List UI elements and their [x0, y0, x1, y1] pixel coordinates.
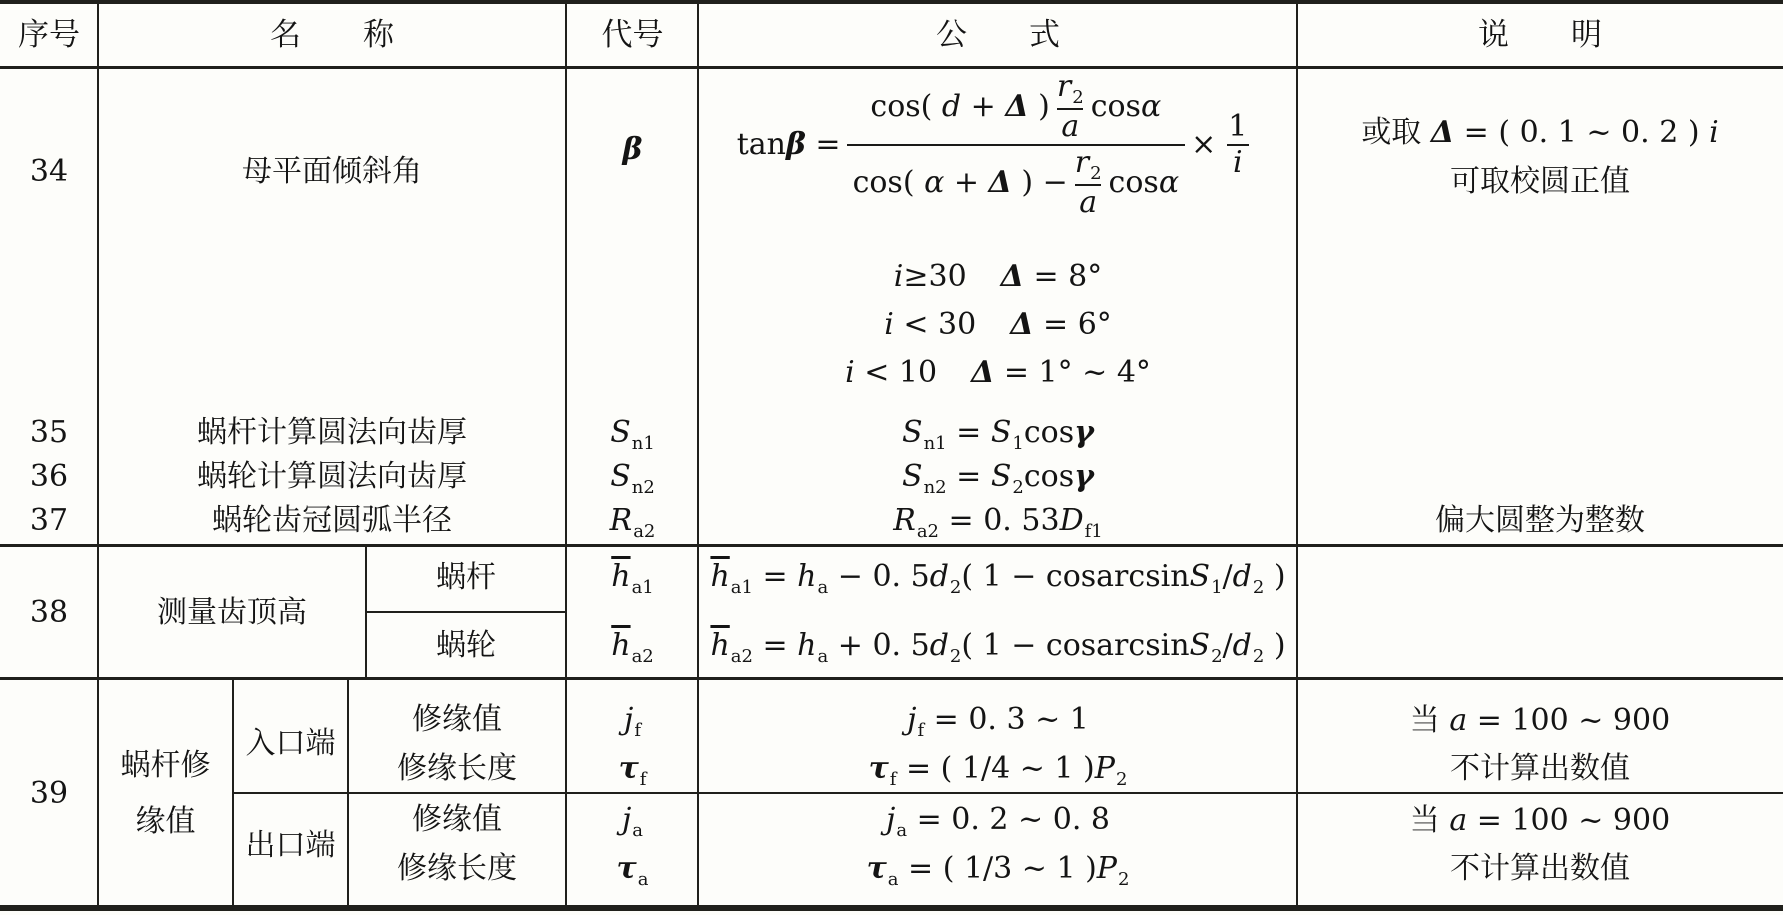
- row34-denominator-pre: cos( α + Δ ) −: [852, 164, 1068, 200]
- header-col-name: 名 称: [270, 17, 394, 53]
- row39-outlet-value-label: 修缘值: [412, 802, 502, 837]
- row38-name: 测量齿顶高: [157, 595, 307, 630]
- row39-inlet-value-formula: $j_f = 0$. 3 ~ 1: [907, 702, 1089, 741]
- row36-symbol: $S_{n2}$: [610, 459, 655, 498]
- row37-name: 蜗轮齿冠圆弧半径: [212, 503, 452, 538]
- row34-note-line1: 或取 Δ = ( 0. 1 ~ 0. 2 ) i: [1361, 115, 1719, 150]
- row35-name: 蜗杆计算圆法向齿厚: [197, 415, 467, 450]
- header-bottom-line: [0, 66, 1783, 69]
- row38-symbol-wheel: $\overline{h}_{a2}$: [611, 628, 654, 667]
- row38-sub-worm-label: 蜗杆: [436, 560, 496, 595]
- row34-formula-lhs: tanβ =: [736, 127, 841, 163]
- row39-inlet-end-label: 入口端: [245, 726, 336, 761]
- row36-name: 蜗轮计算圆法向齿厚: [197, 459, 467, 494]
- header-col-formula: 公 式: [936, 17, 1060, 53]
- row34-symbol: β: [622, 132, 643, 167]
- row34-condition-1: i≥30 Δ = 8°: [893, 259, 1103, 294]
- row34-formula: [699, 69, 1297, 220]
- row34-main-fraction: [847, 70, 1186, 219]
- col-line-row39-name-end: [232, 679, 234, 905]
- row37-note: 偏大圆整为整数: [1435, 503, 1645, 538]
- row38-number: 38: [29, 595, 69, 630]
- row34-denominator-mini-fraction: $\frac{r_2}{a}$: [1074, 145, 1102, 220]
- table-bottom-border: [0, 905, 1783, 911]
- row36-formula: $S_{n2} = S_2\cos\gamma$: [902, 459, 1094, 498]
- row39-outlet-note-line2: 不计算出数值: [1450, 851, 1630, 886]
- header-col-no: 序号: [18, 17, 80, 53]
- row39-number: 39: [29, 776, 69, 811]
- row39-outlet-length-symbol: $\tau_a$: [616, 851, 649, 890]
- row39-inlet-note-line1: 当 a = 100 ~ 900: [1409, 703, 1671, 738]
- row39-outlet-length-label: 修缘长度: [397, 851, 517, 886]
- row38-formula-wheel: $\overline{h}_{a2} = h_a + 0$. $5d_2$( $1 - cosarcsinS_2/d_2$ ): [710, 628, 1286, 667]
- row34-number: 34: [29, 154, 69, 189]
- row39-inlet-note-line2: 不计算出数值: [1450, 751, 1630, 786]
- row39-outlet-length-formula: $\tau_a$ = ( 1/3 ~ 1 )$P_2$: [866, 851, 1130, 890]
- row36-number: 36: [29, 459, 69, 494]
- row39-inlet-length-label: 修缘长度: [397, 751, 517, 786]
- row39-outlet-value-symbol: $j_a$: [621, 802, 644, 841]
- row39-name-line1: 蜗杆修: [120, 748, 211, 783]
- row39-inlet-value-symbol: $j_f$: [624, 702, 641, 741]
- row39-inlet-length-symbol: $\tau_f$: [618, 751, 647, 790]
- row38-sub-divider: [366, 611, 566, 613]
- row35-symbol: $S_{n1}$: [610, 415, 655, 454]
- row34-name: 母平面倾斜角: [242, 154, 422, 189]
- row37-symbol: $R_{a2}$: [609, 503, 656, 542]
- row34-condition-2: i < 30 Δ = 6°: [884, 307, 1112, 342]
- row34-numerator-mini-fraction: $\frac{r_2}{a}$: [1056, 69, 1084, 145]
- row35-formula: $S_{n1} = S_1\cos\gamma$: [902, 415, 1094, 454]
- row34-condition-3: i < 10 Δ = 1° ~ 4°: [845, 355, 1151, 390]
- row34-times-sign: ×: [1191, 127, 1217, 163]
- row34-denominator-post: cosα: [1108, 164, 1180, 200]
- row34-numerator-post: cosα: [1090, 89, 1162, 125]
- row37-number: 37: [29, 503, 69, 538]
- row34-equation: [737, 70, 1260, 219]
- table-top-border: [0, 0, 1783, 4]
- row39-sub-divider: [233, 792, 1783, 794]
- row34-note-line2: 可取校圆正值: [1450, 164, 1630, 199]
- row38-formula-worm: $\overline{h}_{a1} = h_a - 0$. $5d_2$( $1 - cosarcsinS_1/d_2$ ): [710, 559, 1286, 598]
- row39-inlet-length-formula: $\tau_f$ = ( 1/4 ~ 1 )$P_2$: [868, 751, 1128, 790]
- row34-one-over-i: $\frac{1}{i}$: [1228, 109, 1248, 180]
- row35-number: 35: [29, 415, 69, 450]
- row39-outlet-value-formula: $j_a = 0$. 2 ~ 0. 8: [886, 802, 1110, 841]
- header-col-note: 说 明: [1478, 17, 1602, 53]
- row38-symbol-worm: $\overline{h}_{a1}$: [611, 559, 654, 598]
- row39-inlet-value-label: 修缘值: [412, 702, 502, 737]
- row34-numerator-pre: cos( d + Δ ): [870, 89, 1050, 125]
- row39-outlet-note-line1: 当 a = 100 ~ 900: [1409, 803, 1671, 838]
- row37-bottom-line: [0, 544, 1783, 547]
- row39-outlet-end-label: 出口端: [245, 828, 336, 863]
- header-col-symbol: 代号: [601, 17, 664, 53]
- row38-sub-wheel-label: 蜗轮: [436, 628, 496, 663]
- row38-bottom-line: [0, 677, 1783, 680]
- row39-name-line2: 缘值: [135, 804, 196, 839]
- row37-formula: $R_{a2} = 0$. $53D_{f1}$: [893, 503, 1103, 542]
